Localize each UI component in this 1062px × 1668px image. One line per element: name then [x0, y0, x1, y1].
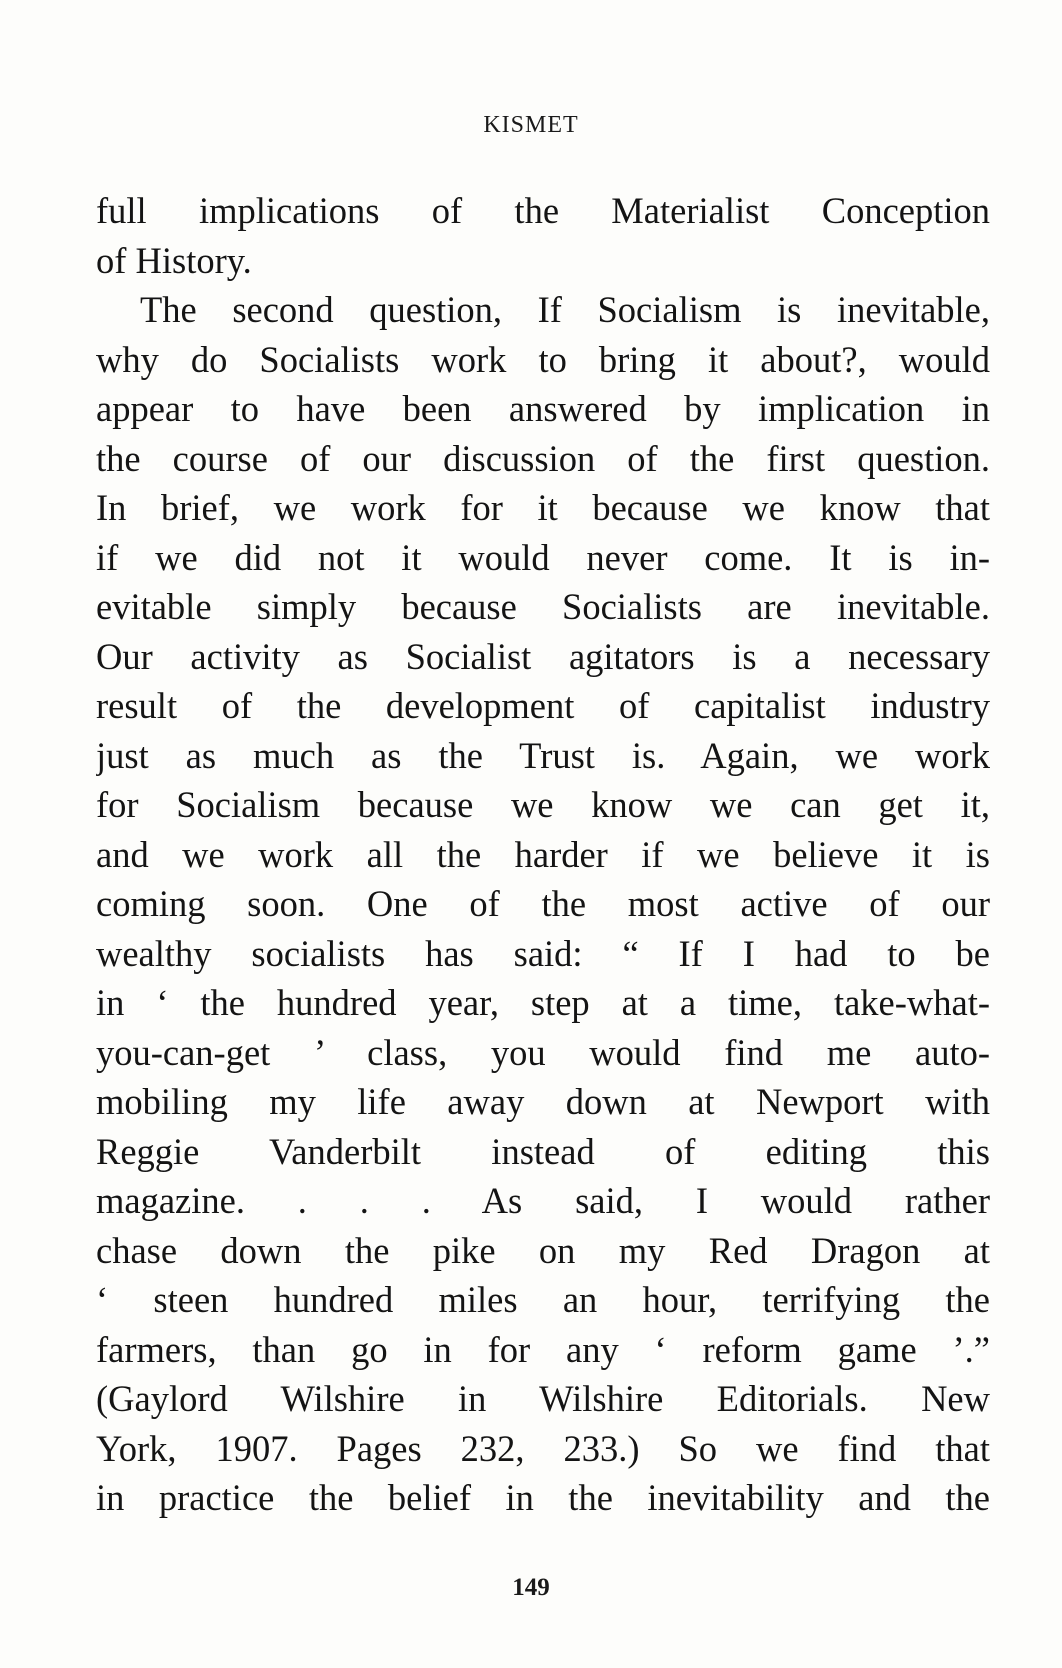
text-line: for Socialism because we know we can get it, — [96, 784, 990, 825]
body-text — [96, 186, 990, 1523]
text-line: evitable simply because Socialists are inevitable. — [96, 586, 990, 627]
text-line: mobiling my life away down at Newport with — [96, 1081, 990, 1122]
running-head: KISMET — [483, 112, 579, 138]
text-line: magazine. . . . As said, I would rather — [96, 1180, 990, 1221]
text-line: if we did not it would never come. It is in- — [96, 536, 990, 578]
text-line: farmers, than go in for any ‘ reform game ’.” — [96, 1328, 990, 1370]
text-line: just as much as the Trust is. Again, we work — [96, 734, 990, 776]
text-line: coming soon. One of the most active of our — [96, 883, 990, 924]
text-line: full implications of the Materialist Conception — [96, 190, 990, 231]
text-line: (Gaylord Wilshire in Wilshire Editorials. New — [96, 1378, 990, 1419]
text-line: in ‘ the hundred year, step at a time, take-what- — [96, 982, 990, 1023]
page-number: 149 — [512, 1574, 550, 1601]
text-line: in practice the belief in the inevitability and the — [96, 1477, 990, 1518]
text-line: York, 1907. Pages 232, 233.) So we find that — [96, 1427, 990, 1469]
text-line: chase down the pike on my Red Dragon at — [96, 1229, 990, 1271]
text-line: the course of our discussion of the first question. — [96, 437, 990, 479]
text-line: appear to have been answered by implication in — [96, 388, 990, 429]
text-line: Reggie Vanderbilt instead of editing this — [96, 1130, 990, 1172]
text-line: The second question, If Socialism is inevitable, — [140, 289, 990, 330]
text-line: of History. — [96, 239, 252, 281]
text-line: ‘ steen hundred miles an hour, terrifying the — [96, 1279, 990, 1320]
text-line: and we work all the harder if we believe it is — [96, 833, 990, 875]
text-line: In brief, we work for it because we know that — [96, 487, 990, 528]
text-line: you-can-get ’ class, you would find me auto- — [96, 1031, 990, 1073]
text-line: Our activity as Socialist agitators is a necessary — [96, 635, 990, 677]
text-line: wealthy socialists has said: “ If I had to be — [96, 932, 990, 974]
text-line: result of the development of capitalist industry — [96, 685, 990, 726]
text-line: why do Socialists work to bring it about?, would — [96, 338, 990, 380]
